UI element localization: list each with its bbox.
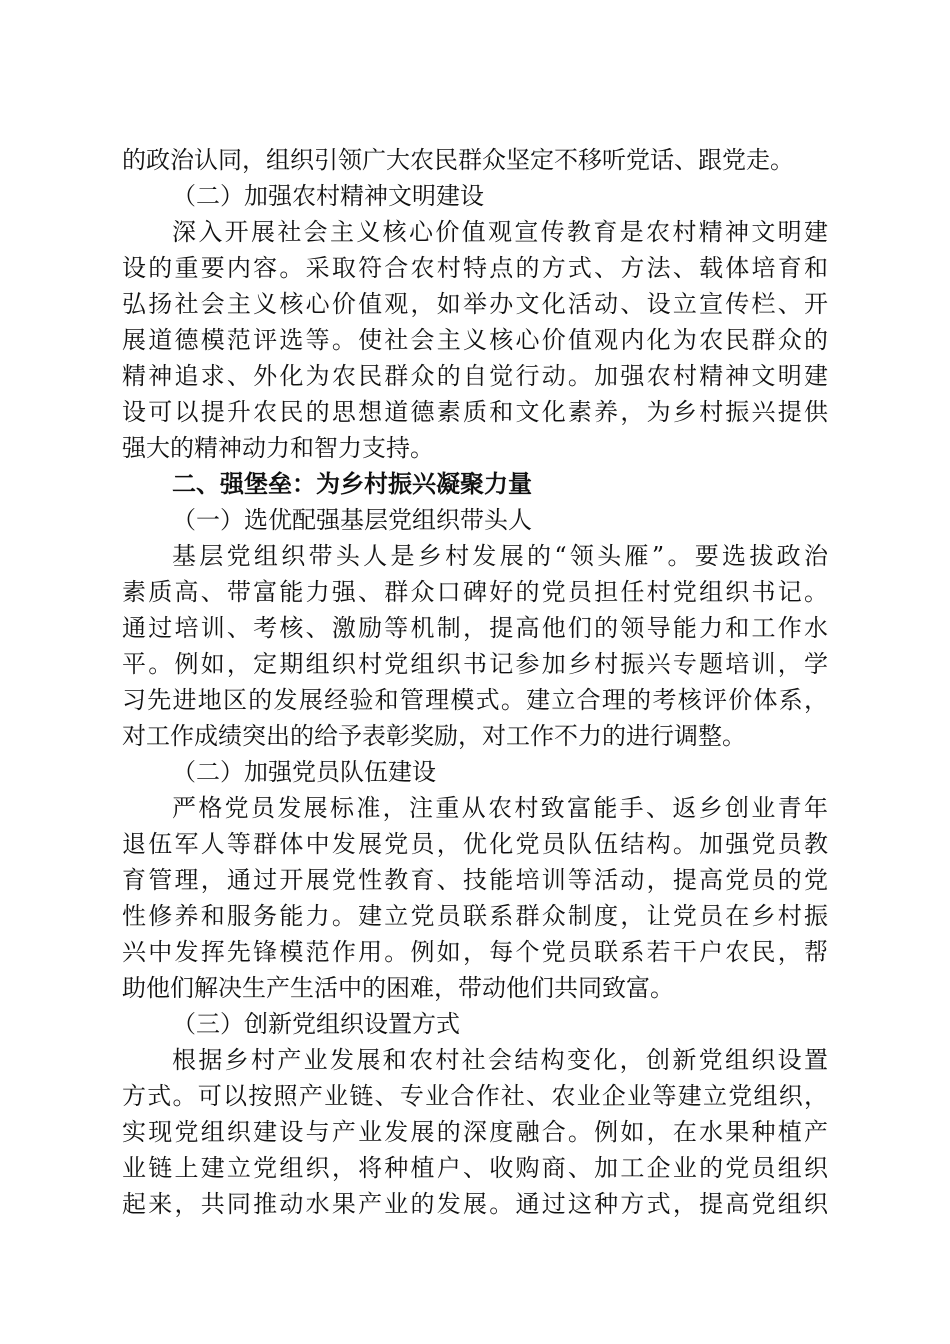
party-leaders-paragraph: [122, 538, 828, 754]
paragraph-line: 平。例如，定期组织村党组织书记参加乡村振兴专题培训，学: [122, 650, 828, 678]
spiritual-civilization-paragraph: [122, 214, 828, 466]
section-heading-organization-setup: （三）创新党组织设置方式: [172, 1010, 460, 1038]
paragraph-line: 根据乡村产业发展和农村社会结构变化，创新党组织设置: [172, 1046, 828, 1074]
paragraph-line: 助他们解决生产生活中的困难，带动他们共同致富。: [122, 974, 674, 1002]
paragraph-line: 素质高、带富能力强、群众口碑好的党员担任村党组织书记。: [122, 578, 828, 606]
paragraph-line: 设可以提升农民的思想道德素质和文化素养，为乡村振兴提供: [122, 398, 828, 426]
paragraph-line: 弘扬社会主义核心价值观，如举办文化活动、设立宣传栏、开: [122, 290, 828, 318]
paragraph-line: 展道德模范评选等。使社会主义核心价值观内化为农民群众的: [122, 326, 828, 354]
organization-setup-paragraph: [122, 1042, 828, 1222]
paragraph-line: 育管理，通过开展党性教育、技能培训等活动，提高党员的党: [122, 866, 828, 894]
section-heading-party-members: （二）加强党员队伍建设: [172, 758, 436, 786]
section-heading-party-leaders: （一）选优配强基层党组织带头人: [172, 506, 532, 534]
section-heading-spiritual-civilization: （二）加强农村精神文明建设: [172, 182, 484, 210]
paragraph-line: 对工作成绩突出的给予表彰奖励，对工作不力的进行调整。: [122, 722, 746, 750]
intro-paragraph: [122, 142, 828, 178]
paragraph-line: 实现党组织建设与产业发展的深度融合。例如，在水果种植产: [122, 1118, 828, 1146]
paragraph-line: 退伍军人等群体中发展党员，优化党员队伍结构。加强党员教: [122, 830, 828, 858]
paragraph-line: 起来，共同推动水果产业的发展。通过这种方式，提高党组织: [122, 1190, 828, 1218]
paragraph-line: 精神追求、外化为农民群众的自觉行动。加强农村精神文明建: [122, 362, 828, 390]
paragraph-line: 设的重要内容。采取符合农村特点的方式、方法、载体培育和: [122, 254, 828, 282]
paragraph-line: 的政治认同，组织引领广大农民群众坚定不移听党话、跟党走。: [122, 146, 794, 174]
paragraph-line: 强大的精神动力和智力支持。: [122, 434, 434, 462]
paragraph-line: 兴中发挥先锋模范作用。例如，每个党员联系若干户农民，帮: [122, 938, 828, 966]
paragraph-line: 严格党员发展标准，注重从农村致富能手、返乡创业青年: [172, 794, 828, 822]
paragraph-line: 业链上建立党组织，将种植户、收购商、加工企业的党员组织: [122, 1154, 828, 1182]
part-heading-strong-fortress: 二、强堡垒：为乡村振兴凝聚力量: [172, 470, 532, 498]
paragraph-line: 性修养和服务能力。建立党员联系群众制度，让党员在乡村振: [122, 902, 828, 930]
paragraph-line: 方式。可以按照产业链、专业合作社、农业企业等建立党组织，: [122, 1082, 828, 1110]
document-body: [122, 142, 828, 1222]
party-members-paragraph: [122, 790, 828, 1006]
paragraph-line: 深入开展社会主义核心价值观宣传教育是农村精神文明建: [172, 218, 828, 246]
paragraph-line: 习先进地区的发展经验和管理模式。建立合理的考核评价体系，: [122, 686, 828, 714]
paragraph-line: 通过培训、考核、激励等机制，提高他们的领导能力和工作水: [122, 614, 828, 642]
paragraph-line: 基层党组织带头人是乡村发展的“领头雁”。要选拔政治: [172, 542, 828, 570]
